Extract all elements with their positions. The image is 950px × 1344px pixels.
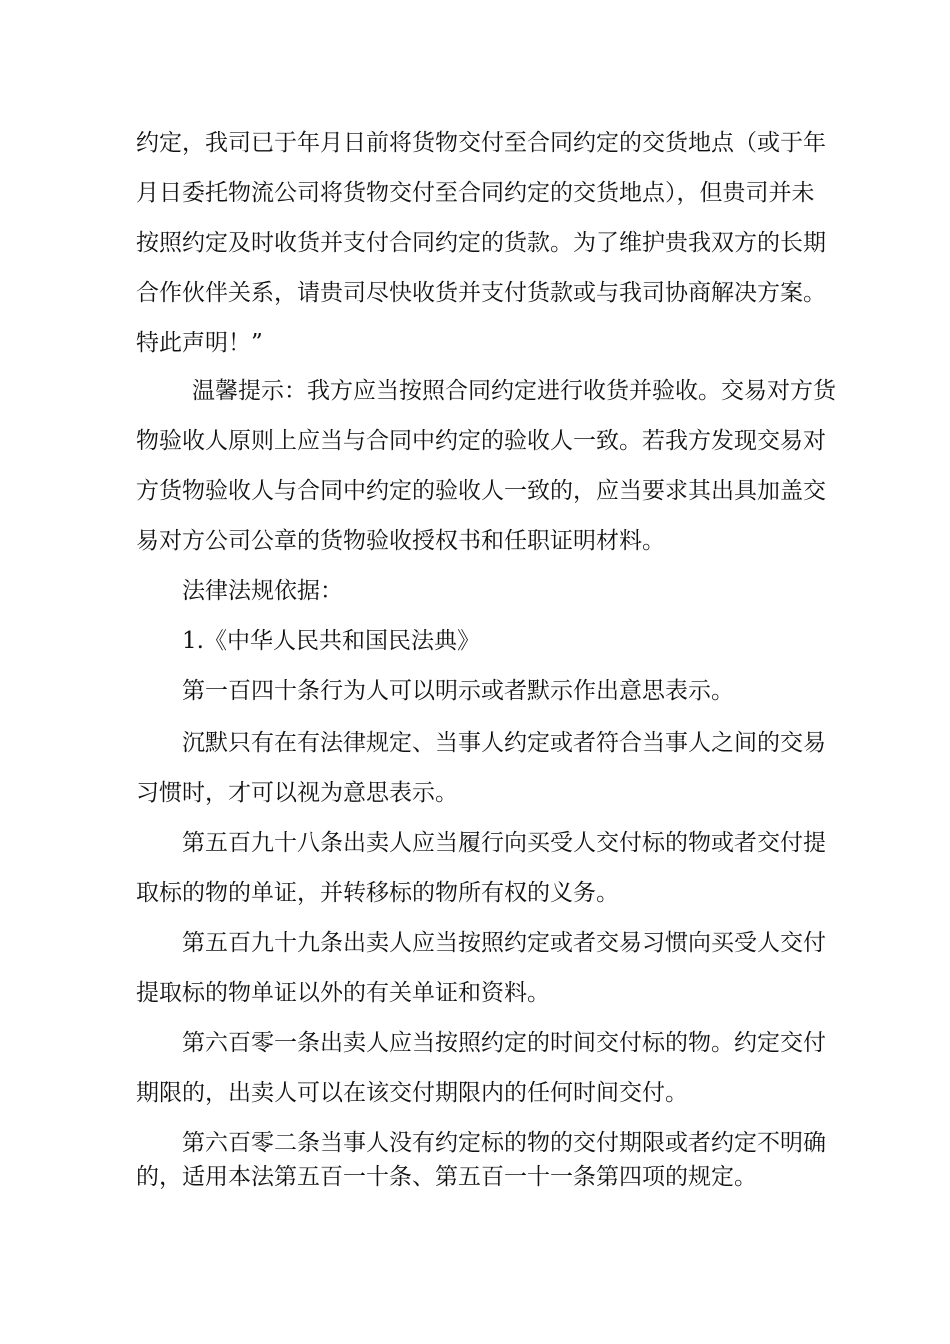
paragraph-article-601: [136, 1018, 826, 1118]
text-line: 第一百四十条行为人可以明示或者默示作出意思表示。: [182, 678, 734, 704]
paragraph-continuation: [136, 118, 826, 368]
paragraph-silence: [136, 718, 826, 818]
text-line: 1.《中华人民共和国民法典》: [182, 628, 480, 654]
text-line: 的，适用本法第五百一十条、第五百一十一条第四项的规定。: [136, 1164, 757, 1190]
text-line: 法律法规依据：: [182, 578, 343, 604]
paragraph-article-598: [136, 818, 826, 918]
text-line: 合作伙伴关系，请贵司尽快收货并支付货款或与我司协商解决方案。: [136, 280, 826, 306]
text-line: 提取标的物单证以外的有关单证和资料。: [136, 980, 550, 1006]
text-line: 期限的，出卖人可以在该交付期限内的任何时间交付。: [136, 1080, 688, 1106]
text-line: 月日委托物流公司将货物交付至合同约定的交货地点），但贵司并未: [136, 180, 815, 206]
text-line: 第六百零一条出卖人应当按照约定的时间交付标的物。约定交付: [182, 1030, 826, 1056]
text-line: 沉默只有在有法律规定、当事人约定或者符合当事人之间的交易: [182, 730, 826, 756]
paragraph-article-602: [136, 1126, 826, 1194]
text-line: 方货物验收人与合同中约定的验收人一致的，应当要求其出具加盖交: [136, 478, 826, 504]
text-line: 特此声明！”: [136, 330, 263, 356]
text-line: 取标的物的单证，并转移标的物所有权的义务。: [136, 880, 619, 906]
text-line: 温馨提示：我方应当按照合同约定进行收货并验收。交易对方货: [192, 378, 836, 404]
paragraph-reminder: [136, 366, 836, 566]
text-line: 第六百零二条当事人没有约定标的物的交付期限或者约定不明确: [182, 1130, 826, 1156]
paragraph-basis-heading: [136, 566, 826, 616]
text-line: 第五百九十八条出卖人应当履行向买受人交付标的物或者交付提: [182, 830, 826, 856]
text-line: 习惯时，才可以视为意思表示。: [136, 780, 458, 806]
text-line: 约定，我司已于年月日前将货物交付至合同约定的交货地点（或于年: [136, 130, 826, 156]
text-line: 按照约定及时收货并支付合同约定的货款。为了维护贵我双方的长期: [136, 230, 826, 256]
paragraph-article-599: [136, 918, 826, 1018]
text-line: 第五百九十九条出卖人应当按照约定或者交易习惯向买受人交付: [182, 930, 826, 956]
paragraph-article-140: [136, 666, 826, 716]
text-line: 易对方公司公章的货物验收授权书和任职证明材料。: [136, 528, 665, 554]
paragraph-civil-code-title: [136, 616, 826, 666]
text-line: 物验收人原则上应当与合同中约定的验收人一致。若我方发现交易对: [136, 428, 826, 454]
